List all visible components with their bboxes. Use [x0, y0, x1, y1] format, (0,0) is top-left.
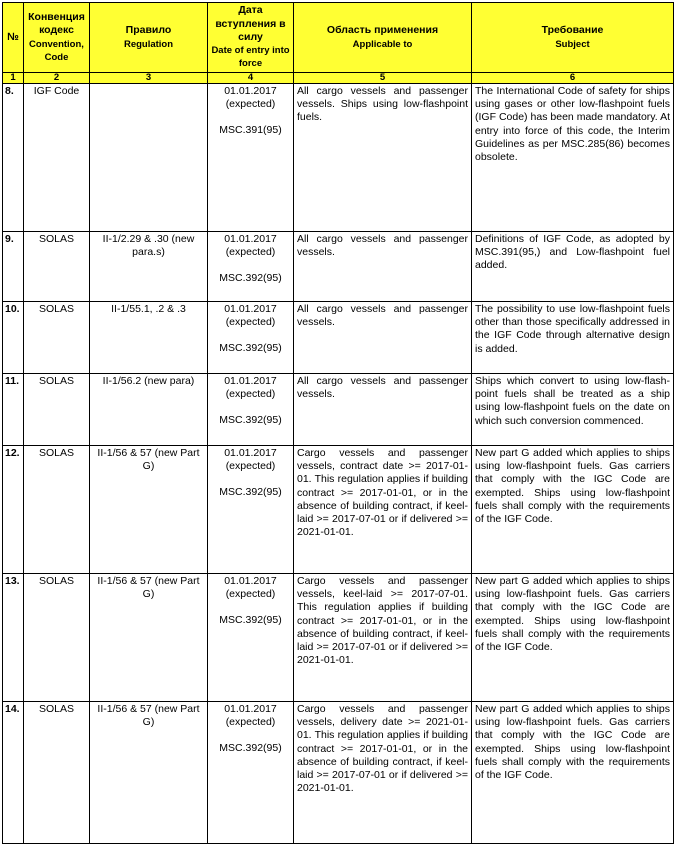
convention-code: SOLAS — [24, 446, 90, 574]
applicable-to: All cargo vessels and passenger vessels. Ships using low-flashpoint fuels. — [294, 84, 472, 232]
applicable-to: Cargo vessels and passenger vessels, delivery date >= 2021-01-01. This regulation applies if building contract >= 2017-01-01, or in the absence of building contract, if keel-laid >= 2017-07-01 or if delivered >= 2021-01-01. — [294, 702, 472, 844]
row-number: 8. — [3, 84, 24, 232]
header-row — [3, 3, 674, 73]
column-number: 6 — [472, 73, 674, 84]
subject: New part G added which applies to ships using low-flashpoint fuels. Gas carriers that comply with the IGC Code are exempted. Ships using low-flashpoint fuels shall comply with the requirements of the IGF Code. — [472, 446, 674, 574]
resolution: MSC.391(95) — [219, 124, 282, 137]
header-subject-ru: Требование — [541, 24, 604, 37]
table-row — [3, 302, 674, 374]
entry-date: 01.01.2017 (expected) — [224, 447, 277, 473]
regulation: II-1/56.2 (new para) — [90, 374, 208, 446]
header-regulation-en: Regulation — [123, 38, 174, 50]
applicable-to: Cargo vessels and passenger vessels, contract date >= 2017-01-01. This regulation applies if building contract >= 2017-01-01, or in the absence of building contract, if keel-laid >= 2017-07-01 or if delivered >= 2021-01-01. — [294, 446, 472, 574]
regulation — [90, 84, 208, 232]
subject: The International Code of safety for ships using gases or other low-flashpoint fuels (IGF Code) has been made mandatory. At entry into force of this code, the Interim Guidelines as per MSC.285(86) becomes obsolete. — [472, 84, 674, 232]
row-number: 12. — [3, 446, 24, 574]
table-row — [3, 446, 674, 574]
header-regulation — [90, 3, 208, 73]
table-row — [3, 84, 674, 232]
table-row — [3, 574, 674, 702]
header-date-ru: Дата вступления в силу — [215, 4, 286, 43]
convention-code: SOLAS — [24, 302, 90, 374]
resolution: MSC.392(95) — [219, 272, 282, 285]
entry-date: 01.01.2017 (expected) — [224, 85, 277, 111]
row-number: 10. — [3, 302, 24, 374]
entry-into-force — [208, 84, 294, 232]
entry-into-force — [208, 232, 294, 302]
convention-code: SOLAS — [24, 574, 90, 702]
applicable-to: Cargo vessels and passenger vessels, keel-laid >= 2017-07-01. This regulation applies if building contract >= 2017-01-01, or in the absence of building contract, if keel-laid >= 2017-07-01 or if delivered >= 2021-01-01. — [294, 574, 472, 702]
column-number: 4 — [208, 73, 294, 84]
resolution: MSC.392(95) — [219, 614, 282, 627]
subject: New part G added which applies to ships using low-flashpoint fuels. Gas carriers that comply with the IGC Code are exempted. Ships using low-flashpoint fuels shall comply with the requirements of the IGF Code. — [472, 702, 674, 844]
regulation: II-1/56 & 57 (new Part G) — [90, 702, 208, 844]
row-number: 14. — [3, 702, 24, 844]
resolution: MSC.392(95) — [219, 342, 282, 355]
column-number: 2 — [24, 73, 90, 84]
column-number: 3 — [90, 73, 208, 84]
row-number: 9. — [3, 232, 24, 302]
entry-into-force — [208, 302, 294, 374]
subject: New part G added which applies to ships using low-flashpoint fuels. Gas carriers that comply with the IGC Code are exempted. Ships using low-flashpoint fuels shall comply with the requirements of the IGF Code. — [472, 574, 674, 702]
regulation: II-1/56 & 57 (new Part G) — [90, 446, 208, 574]
header-subject-en: Subject — [555, 38, 590, 50]
header-applicable — [294, 3, 472, 73]
header-convention — [24, 3, 90, 73]
regulation: II-1/2.29 & .30 (new para.s) — [90, 232, 208, 302]
header-subject — [472, 3, 674, 73]
entry-into-force — [208, 702, 294, 844]
convention-code: SOLAS — [24, 232, 90, 302]
table-row — [3, 232, 674, 302]
regulation: II-1/56 & 57 (new Part G) — [90, 574, 208, 702]
subject: The possibility to use low-flashpoint fuels other than those specifically addressed in the IGF Code through alternative design is added. — [472, 302, 674, 374]
regulation: II-1/55.1, .2 & .3 — [90, 302, 208, 374]
resolution: MSC.392(95) — [219, 742, 282, 755]
convention-code: SOLAS — [24, 374, 90, 446]
table-row — [3, 702, 674, 844]
header-date-en: Date of entry into force — [211, 45, 290, 70]
applicable-to: All cargo vessels and passenger vessels. — [294, 302, 472, 374]
row-number: 13. — [3, 574, 24, 702]
table-row — [3, 374, 674, 446]
column-number: 1 — [3, 73, 24, 84]
entry-date: 01.01.2017 (expected) — [224, 575, 277, 601]
convention-code: IGF Code — [24, 84, 90, 232]
column-number: 5 — [294, 73, 472, 84]
entry-into-force — [208, 446, 294, 574]
resolution: MSC.392(95) — [219, 414, 282, 427]
entry-date: 01.01.2017 (expected) — [224, 375, 277, 401]
entry-date: 01.01.2017 (expected) — [224, 303, 277, 329]
header-applicable-ru: Область применения — [326, 24, 439, 37]
column-number-row — [3, 73, 674, 84]
resolution: MSC.392(95) — [219, 486, 282, 499]
applicable-to: All cargo vessels and passenger vessels. — [294, 232, 472, 302]
entry-into-force — [208, 574, 294, 702]
applicable-to: All cargo vessels and passenger vessels. — [294, 374, 472, 446]
row-number: 11. — [3, 374, 24, 446]
convention-code: SOLAS — [24, 702, 90, 844]
header-no: № — [3, 3, 24, 73]
subject: Definitions of IGF Code, as adopted by MSC.391(95,) and Low-flashpoint fuel added. — [472, 232, 674, 302]
entry-date: 01.01.2017 (expected) — [224, 233, 277, 259]
header-regulation-ru: Правило — [125, 24, 172, 37]
header-convention-en: Convention, Code — [29, 38, 84, 63]
entry-into-force — [208, 374, 294, 446]
header-date — [208, 3, 294, 73]
header-convention-ru: Конвенция кодекс — [28, 11, 85, 37]
subject: Ships which convert to using low-flash-point fuels shall be treated as a ship using low-flashpoint fuels on the date on which such conversion commenced. — [472, 374, 674, 446]
header-applicable-en: Applicable to — [352, 38, 413, 50]
entry-date: 01.01.2017 (expected) — [224, 703, 277, 729]
requirements-table — [2, 2, 674, 844]
